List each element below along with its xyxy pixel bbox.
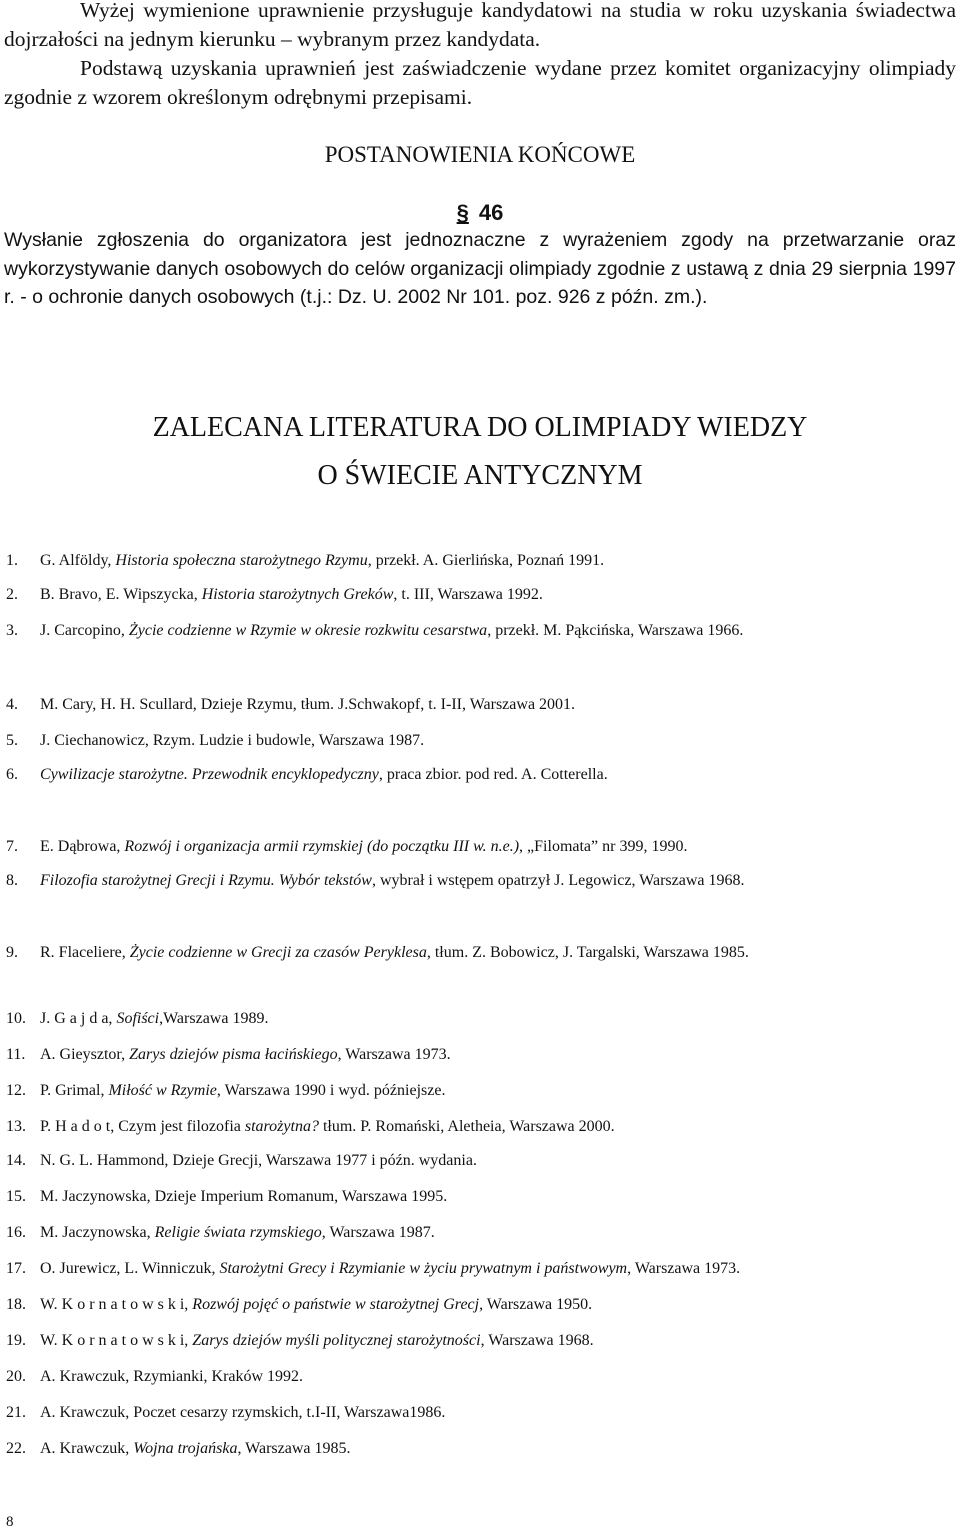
entry-text [40,829,958,864]
entry-author: R. Flaceliere, [40,944,130,961]
final-provisions-text: Wysłanie zgłoszenia do organizatora jest jednoznaczne z wyrażeniem zgody na przetwarzanie oraz wykorzystywanie danych osobowych do celów organizacji olimpiady zgodnie z ustawą z dnia 29 sierpnia 1997 r. - o ochronie danych osobowych (t.j.: Dz. U. 2002 Nr 101. poz. 926 z późn. zm.). [4,229,956,308]
entry-author: E. Dąbrowa, [40,838,125,855]
entry-number: 21. [6,1404,26,1421]
entry-title: Rozwój pojęć o państwie w starożytnej Grecj [192,1296,480,1313]
entry-title: starożytna? [244,1118,319,1135]
entry-title: Filozofia starożytnej Grecji i Rzymu. Wybór tekstów [40,872,372,889]
entry-details: ,Warszawa 1989. [159,1010,269,1027]
entry-title: Starożytni Grecy i Rzymianie w życiu prywatnym i państwowym [219,1260,628,1277]
entry-number: 16. [6,1224,26,1241]
entry-text [40,1395,958,1430]
entry-author: P. H a d o t, Czym jest filozofia [40,1118,245,1135]
entry-author: W. K o r n a t o w s k i, [40,1296,193,1313]
entry-title: Wojna trojańska [133,1440,238,1457]
entry-text [40,1431,958,1466]
entry-author: P. Grimal, [40,1082,109,1099]
entry-details: , Warszawa 1973. [627,1260,741,1277]
entry-title: Historia starożytnych Greków [201,586,394,603]
entry-text [40,1143,958,1178]
entry-author: M. Jaczynowska, Dzieje Imperium Romanum, Warszawa 1995. [40,1188,448,1205]
entry-text [40,1179,958,1214]
entry-number: 11. [6,1046,26,1063]
entry-text [40,1287,958,1322]
entry-number: 13. [6,1118,26,1135]
entry-author: M. Cary, H. H. Scullard, Dzieje Rzymu, tłum. J.Schwakopf, t. I-II, Warszawa 2001. [40,696,576,713]
entry-details: , Warszawa 1987. [321,1224,435,1241]
entry-author: G. Alföldy, [40,552,116,569]
entry-text [40,1359,958,1394]
intro-paragraph: Podstawą uzyskania uprawnień jest zaświadczenie wydane przez komitet organizacyjny olimpiady zgodnie z wzorem określonym odrębnymi przepisami. [4,56,956,109]
entry-title: Rozwój i organizacja armii rzymskiej (do początku III w. n.e.) [124,838,520,855]
entry-title: Religie świata rzymskiego [154,1224,322,1241]
entry-text [40,1001,958,1036]
entry-details: , wybrał i wstępem opatrzył J. Legowicz, Warszawa 1968. [371,872,745,889]
entry-title: Historia społeczna starożytnego Rzymu [115,552,368,569]
entry-details: , Warszawa 1990 i wyd. późniejsze. [216,1082,446,1099]
entry-author: A. Krawczuk, Rzymianki, Kraków 1992. [40,1368,304,1385]
entry-details: , przekł. A. Gierlińska, Poznań 1991. [367,552,605,569]
entry-details: , Warszawa 1973. [337,1046,451,1063]
entry-text [40,935,958,970]
entry-author: W. K o r n a t o w s k i, [40,1332,193,1349]
entry-text [40,613,958,648]
entry-number: 14. [6,1152,26,1169]
entry-author: J. Carcopino, [40,622,129,639]
entry-number: 10. [6,1010,26,1027]
entry-text [40,1037,958,1072]
entry-number: 9. [6,944,18,961]
entry-author: B. Bravo, E. Wipszycka, [40,586,202,603]
entry-number: 15. [6,1188,26,1205]
intro-text [4,0,956,112]
entry-text [40,1251,958,1286]
entry-number: 22. [6,1440,26,1457]
entry-text [40,757,958,792]
entry-number: 19. [6,1332,26,1349]
intro-paragraph: Wyżej wymienione uprawnienie przysługuje kandydatowi na studia w roku uzyskania świadectwa dojrzałości na jednym kierunku – wybranym przez kandydata. [4,0,956,51]
entry-author: A. Gieysztor, [40,1046,130,1063]
entry-number: 7. [6,838,18,855]
entry-title: Zarys dziejów myśli politycznej starożytności [192,1332,481,1349]
entry-text [40,577,958,612]
entry-text [40,1109,958,1144]
entry-author: J. Ciechanowicz, Rzym. Ludzie i budowle, Warszawa 1987. [40,732,425,749]
entry-details: , „Filomata” nr 399, 1990. [519,838,688,855]
entry-text [40,543,958,578]
entry-text [40,687,958,722]
entry-author: N. G. L. Hammond, Dzieje Grecji, Warszawa 1977 i późn. wydania. [40,1152,477,1169]
entry-author: O. Jurewicz, L. Winniczuk, [40,1260,220,1277]
entry-number: 12. [6,1082,26,1099]
entry-author: A. Krawczuk, Poczet cesarzy rzymskich, t.I-II, Warszawa1986. [40,1404,446,1421]
entry-details: tłum. P. Romański, Aletheia, Warszawa 2000. [318,1118,615,1135]
entry-author: J. G a j d a, [40,1010,117,1027]
section-symbol: § [456,200,469,225]
entry-details: , Warszawa 1950. [479,1296,593,1313]
page-number: 8 [6,1514,14,1530]
entry-details: , praca zbior. pod red. A. Cotterella. [378,766,608,783]
entry-author: A. Krawczuk, [40,1440,134,1457]
entry-title: Życie codzienne w Grecji za czasów Peryklesa [129,944,427,961]
entry-text [40,863,958,898]
entry-number: 18. [6,1296,26,1313]
entry-details: , tłum. Z. Bobowicz, J. Targalski, Warszawa 1985. [426,944,749,961]
entry-number: 8. [6,872,18,889]
final-provisions-heading: POSTANOWIENIA KOŃCOWE [324,142,636,167]
entry-number: 2. [6,586,18,603]
entry-title: Cywilizacje starożytne. Przewodnik encyklopedyczny [40,766,379,783]
entry-number: 20. [6,1368,26,1385]
section-number [0,200,960,226]
entry-title: Zarys dziejów pisma łacińskiego [129,1046,338,1063]
entry-number: 3. [6,622,18,639]
section-number-value: 46 [478,200,504,225]
entry-details: , Warszawa 1985. [237,1440,351,1457]
entry-number: 1. [6,552,18,569]
entry-author: M. Jaczynowska, [40,1224,155,1241]
literature-title-line2: O ŚWIECIE ANTYCZNYM [317,460,643,491]
entry-number: 17. [6,1260,26,1277]
entry-title: Życie codzienne w Rzymie w okresie rozkwitu cesarstwa [128,622,488,639]
entry-number: 5. [6,732,18,749]
entry-text [40,723,958,758]
entry-text [40,1073,958,1108]
entry-number: 6. [6,766,18,783]
entry-details: , przekł. M. Pąkcińska, Warszawa 1966. [487,622,744,639]
entry-text [40,1323,958,1358]
entry-title: Sofiści [116,1010,160,1027]
entry-title: Miłość w Rzymie [108,1082,217,1099]
literature-title-line1: ZALECANA LITERATURA DO OLIMPIADY WIEDZY [152,412,808,443]
entry-number: 4. [6,696,18,713]
entry-details: , t. III, Warszawa 1992. [393,586,543,603]
entry-details: , Warszawa 1968. [480,1332,594,1349]
entry-text [40,1215,958,1250]
